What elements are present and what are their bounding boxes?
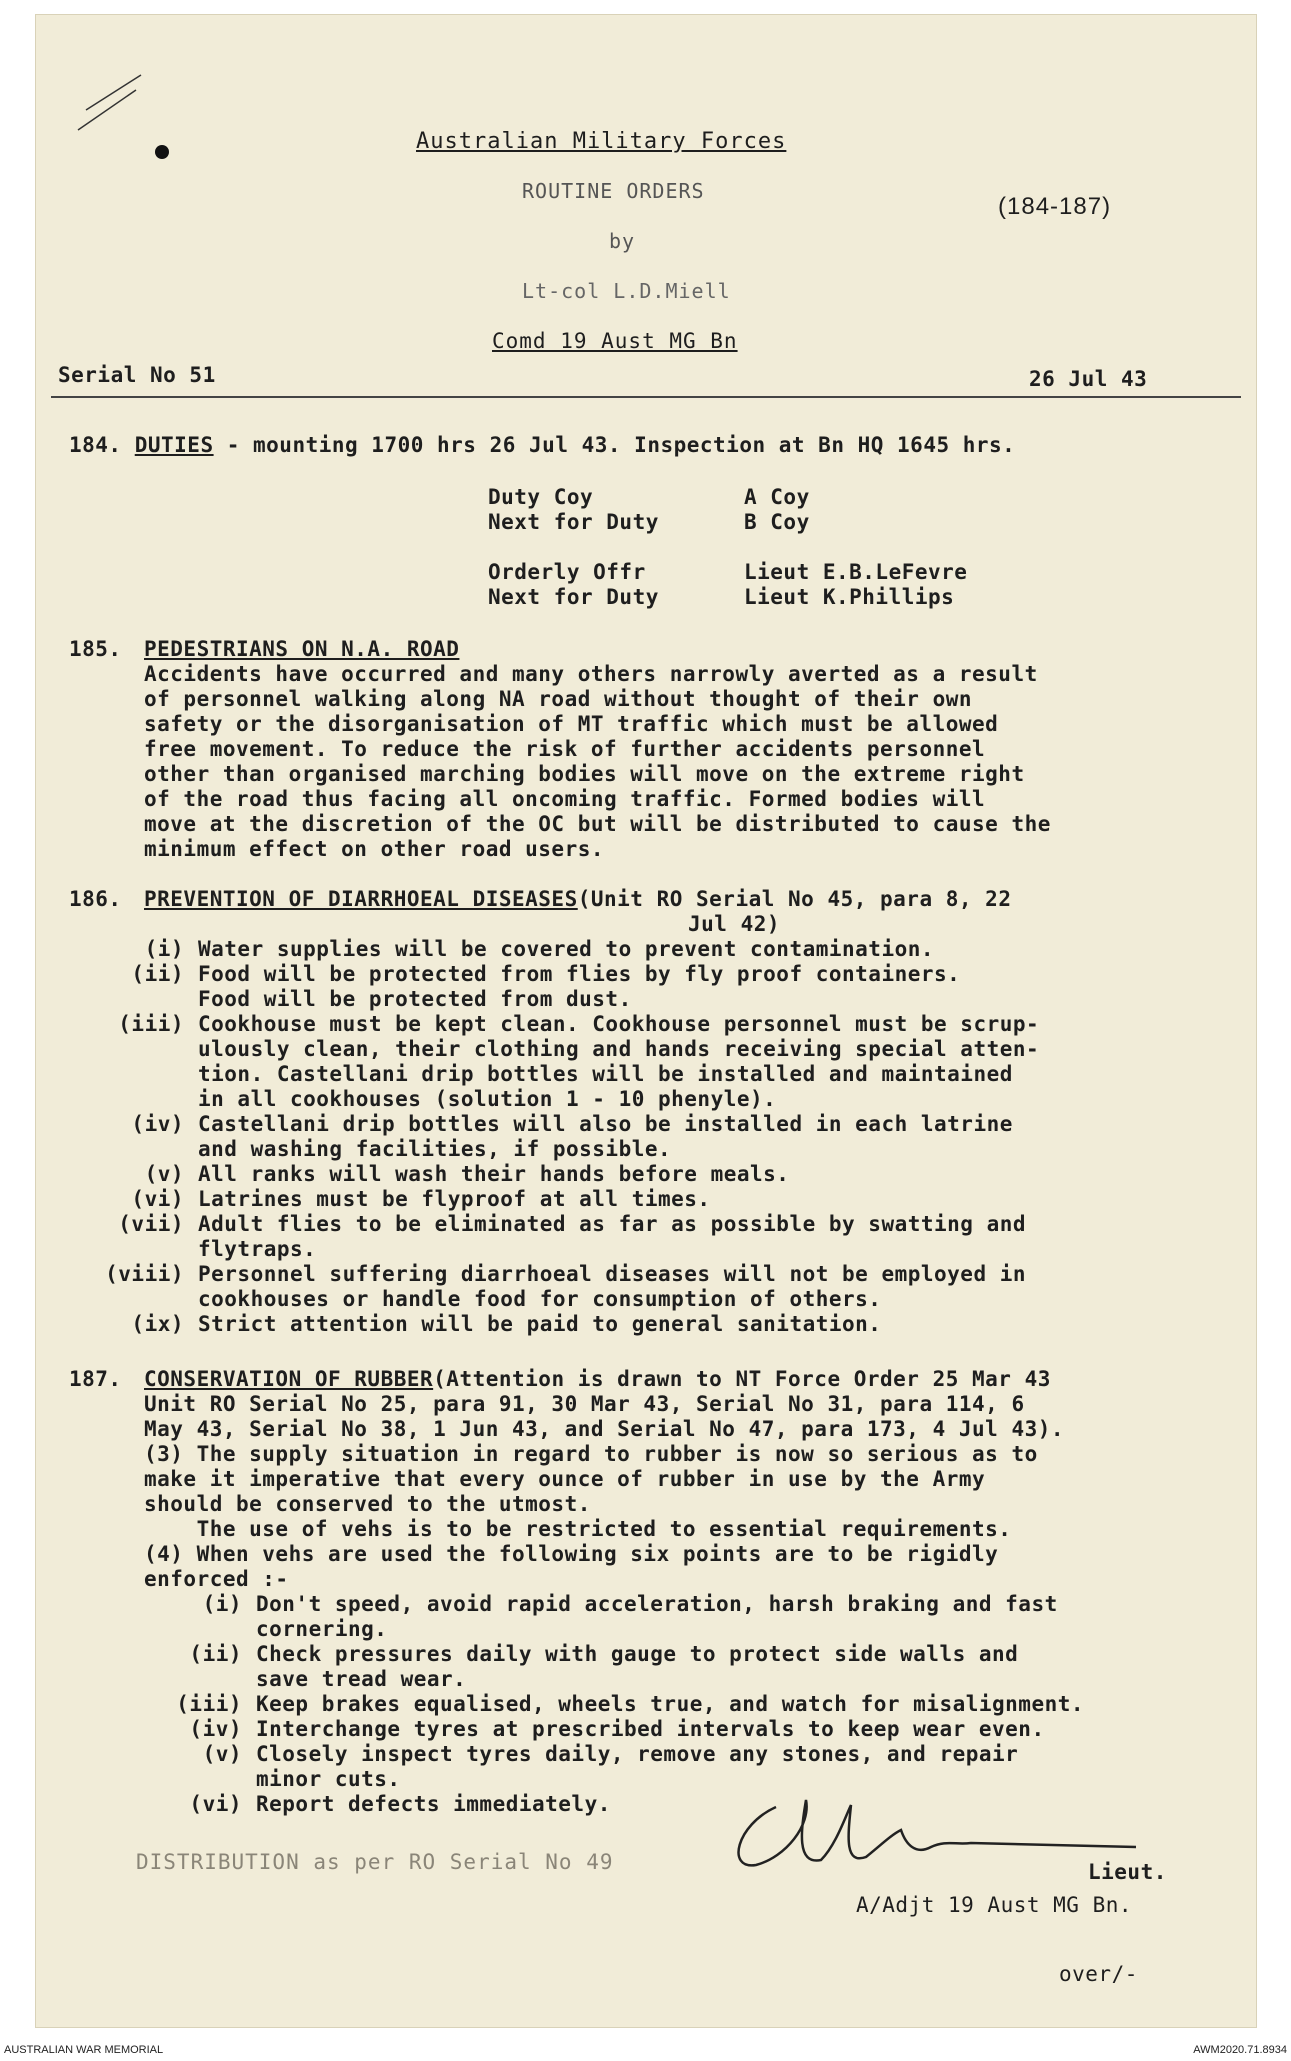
sanitation-item-text: Latrines must be flyproof at all times. bbox=[198, 1187, 711, 1211]
tyre-care-item-numeral: (v) bbox=[202, 1742, 242, 1766]
para-187-line: (4) When vehs are used the following six points are to be rigidly bbox=[144, 1542, 999, 1566]
para-184-number: 184. bbox=[69, 433, 122, 457]
para-187-line: enforced :- bbox=[144, 1567, 289, 1591]
sanitation-item-numeral: (vii) bbox=[118, 1212, 184, 1236]
duty-row-label: Duty Coy bbox=[488, 485, 594, 509]
ink-marks bbox=[56, 55, 176, 165]
sanitation-item-text: Adult flies to be eliminated as far as possible by swatting and bbox=[198, 1212, 1027, 1236]
para-187-line: May 43, Serial No 38, 1 Jun 43, and Serial No 47, para 173, 4 Jul 43). bbox=[144, 1417, 1065, 1441]
tyre-care-item-numeral: (iii) bbox=[176, 1692, 242, 1716]
tyre-care-item-text: Keep brakes equalised, wheels true, and watch for misalignment. bbox=[256, 1692, 1085, 1716]
over-marker: over/- bbox=[1059, 1962, 1138, 1986]
header-rule bbox=[51, 396, 1241, 398]
sanitation-item-text: Castellani drip bottles will also be installed in each latrine bbox=[198, 1112, 1013, 1136]
document-page bbox=[35, 14, 1257, 2028]
sanitation-item-numeral: (i) bbox=[144, 937, 184, 961]
para-185-line: safety or the disorganisation of MT traffic which must be allowed bbox=[144, 712, 999, 736]
org-heading: Australian Military Forces bbox=[416, 129, 787, 154]
para-187-line: (3) The supply situation in regard to rubber is now so serious as to bbox=[144, 1442, 1038, 1466]
para-186-reference: (Unit RO Serial No 45, para 8, 22 bbox=[577, 887, 1012, 911]
document-title: ROUTINE ORDERS bbox=[522, 179, 705, 203]
duty-row-label: Orderly Offr bbox=[488, 560, 646, 584]
serial-number: Serial No 51 bbox=[58, 363, 216, 387]
para-186-number: 186. bbox=[69, 887, 122, 911]
signature-stroke bbox=[739, 1800, 1136, 1865]
para-185-heading: PEDESTRIANS ON N.A. ROAD bbox=[144, 637, 460, 661]
duty-row-label: Next for Duty bbox=[488, 510, 659, 534]
sanitation-item-numeral: (iii) bbox=[118, 1012, 184, 1036]
signatory-rank: Lieut. bbox=[1088, 1860, 1167, 1884]
sanitation-item-numeral: (iv) bbox=[131, 1112, 184, 1136]
archive-footer bbox=[0, 2040, 1291, 2061]
sanitation-item-text: and washing facilities, if possible. bbox=[198, 1137, 672, 1161]
para-184-heading: DUTIES bbox=[134, 433, 214, 457]
sanitation-item-text: Cookhouse must be kept clean. Cookhouse personnel must be scrup- bbox=[198, 1012, 1040, 1036]
sanitation-item-text: Strict attention will be paid to general sanitation. bbox=[198, 1312, 882, 1336]
para-187-line: should be conserved to the utmost. bbox=[144, 1492, 591, 1516]
para-186-title bbox=[144, 887, 1011, 912]
command-line: Comd 19 Aust MG Bn bbox=[492, 329, 738, 353]
para-186-heading: PREVENTION OF DIARRHOEAL DISEASES bbox=[144, 887, 578, 911]
officer-name: Lt-col L.D.Miell bbox=[522, 279, 731, 303]
para-187-number: 187. bbox=[69, 1367, 122, 1391]
sanitation-item-text: ulously clean, their clothing and hands receiving special atten- bbox=[198, 1037, 1040, 1061]
sanitation-item-text: Food will be protected from dust. bbox=[198, 987, 632, 1011]
para-186-reference-cont: Jul 42) bbox=[688, 912, 781, 936]
duty-row-value: Lieut E.B.LeFevre bbox=[744, 560, 968, 584]
para-185-line: move at the discretion of the OC but will be distributed to cause the bbox=[144, 812, 1051, 836]
duty-row-value: A Coy bbox=[744, 485, 810, 509]
sanitation-item-text: cookhouses or handle food for consumption of others. bbox=[198, 1287, 882, 1311]
tyre-care-item-text: Interchange tyres at prescribed intervals to keep wear even. bbox=[256, 1717, 1045, 1741]
archive-name: AUSTRALIAN WAR MEMORIAL bbox=[4, 2044, 164, 2056]
sanitation-item-numeral: (ii) bbox=[131, 962, 184, 986]
sanitation-item-numeral: (v) bbox=[144, 1162, 184, 1186]
para-184 bbox=[69, 433, 1015, 458]
para-185-line: Accidents have occurred and many others narrowly averted as a result bbox=[144, 662, 1038, 686]
sanitation-item-text: in all cookhouses (solution 1 - 10 phenyle). bbox=[198, 1087, 777, 1111]
tyre-care-item-text: cornering. bbox=[256, 1617, 388, 1641]
para-184-text: - mounting 1700 hrs 26 Jul 43. Inspection at Bn HQ 1645 hrs. bbox=[213, 433, 1016, 457]
sanitation-item-text: Water supplies will be covered to prevent contamination. bbox=[198, 937, 935, 961]
para-185-number: 185. bbox=[69, 637, 122, 661]
tyre-care-item-text: Don't speed, avoid rapid acceleration, harsh braking and fast bbox=[256, 1592, 1058, 1616]
sanitation-item-text: All ranks will wash their hands before meals. bbox=[198, 1162, 790, 1186]
para-187-title bbox=[144, 1367, 1051, 1392]
duty-row-value: Lieut K.Phillips bbox=[744, 585, 955, 609]
para-185-line: of the road thus facing all oncoming traffic. Formed bodies will bbox=[144, 787, 986, 811]
sanitation-item-text: flytraps. bbox=[198, 1237, 317, 1261]
tyre-care-item-text: Report defects immediately. bbox=[256, 1792, 611, 1816]
sanitation-item-text: Personnel suffering diarrhoeal diseases will not be employed in bbox=[198, 1262, 1027, 1286]
order-range: (184-187) bbox=[998, 193, 1112, 220]
para-185-line: of personnel walking along NA road without thought of their own bbox=[144, 687, 973, 711]
sanitation-item-numeral: (ix) bbox=[131, 1312, 184, 1336]
distribution-line: DISTRIBUTION as per RO Serial No 49 bbox=[136, 1850, 614, 1874]
tyre-care-item-numeral: (vi) bbox=[189, 1792, 242, 1816]
tyre-care-item-numeral: (ii) bbox=[189, 1642, 242, 1666]
para-185-line: free movement. To reduce the risk of further accidents personnel bbox=[144, 737, 986, 761]
archive-reference: AWM2020.71.8934 bbox=[1193, 2044, 1287, 2056]
para-187-heading: CONSERVATION OF RUBBER bbox=[144, 1367, 434, 1391]
para-187-line: (Attention is drawn to NT Force Order 25 Mar 43 bbox=[433, 1367, 1051, 1391]
tyre-care-item-text: minor cuts. bbox=[256, 1767, 401, 1791]
sanitation-item-numeral: (vi) bbox=[131, 1187, 184, 1211]
signatory-appointment: A/Adjt 19 Aust MG Bn. bbox=[856, 1893, 1133, 1917]
para-187-line: The use of vehs is to be restricted to essential requirements. bbox=[144, 1517, 1012, 1541]
by-line: by bbox=[609, 229, 636, 253]
tyre-care-item-text: Check pressures daily with gauge to protect side walls and bbox=[256, 1642, 1019, 1666]
sanitation-item-text: tion. Castellani drip bottles will be installed and maintained bbox=[198, 1062, 1013, 1086]
order-date: 26 Jul 43 bbox=[1029, 367, 1148, 391]
tyre-care-item-text: save tread wear. bbox=[256, 1667, 467, 1691]
para-185-line: other than organised marching bodies will move on the extreme right bbox=[144, 762, 1025, 786]
tyre-care-item-numeral: (i) bbox=[202, 1592, 242, 1616]
para-187-line: Unit RO Serial No 25, para 91, 30 Mar 43, Serial No 31, para 114, 6 bbox=[144, 1392, 1025, 1416]
para-187-line: make it imperative that every ounce of rubber in use by the Army bbox=[144, 1467, 986, 1491]
duty-row-value: B Coy bbox=[744, 510, 810, 534]
tyre-care-item-numeral: (iv) bbox=[189, 1717, 242, 1741]
sanitation-item-text: Food will be protected from flies by fly proof containers. bbox=[198, 962, 961, 986]
duty-row-label: Next for Duty bbox=[488, 585, 659, 609]
para-185-line: minimum effect on other road users. bbox=[144, 837, 605, 861]
sanitation-item-numeral: (viii) bbox=[105, 1262, 184, 1286]
tyre-care-item-text: Closely inspect tyres daily, remove any stones, and repair bbox=[256, 1742, 1019, 1766]
